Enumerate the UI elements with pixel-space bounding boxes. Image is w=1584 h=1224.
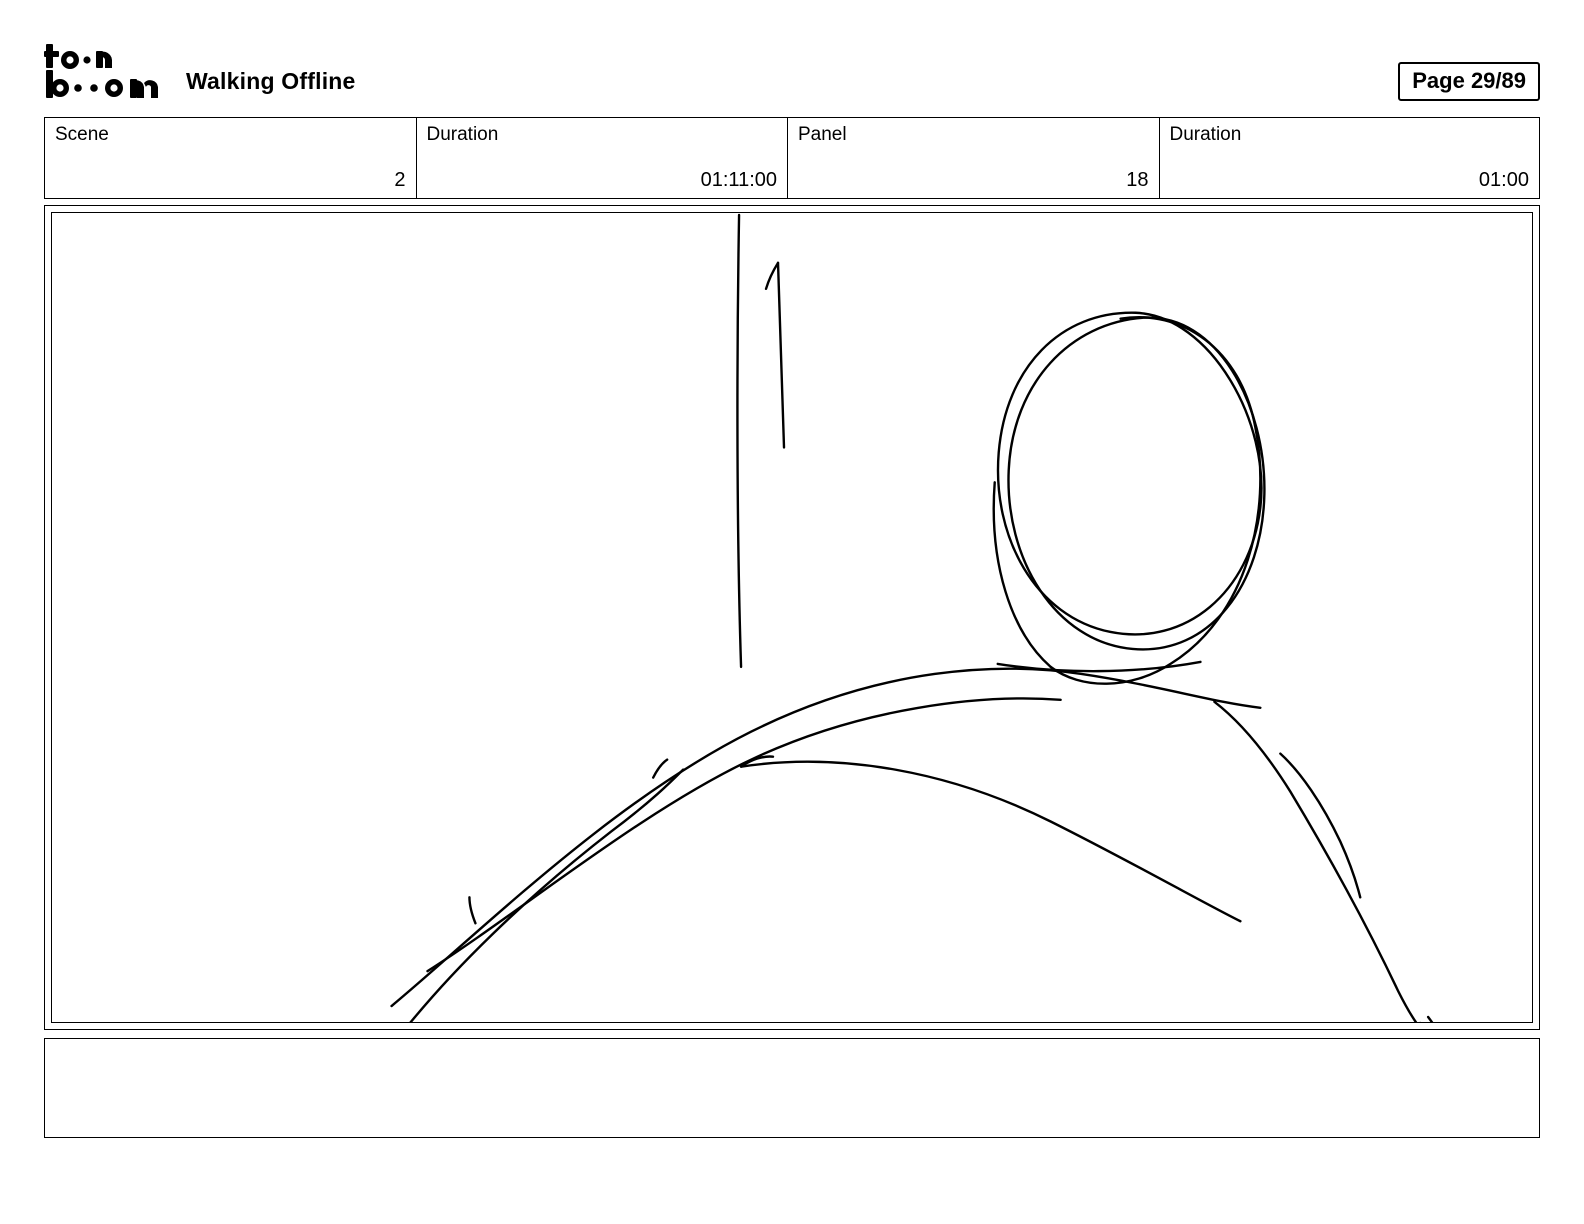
scene-value: 2 — [394, 169, 406, 191]
panel-duration-label: Duration — [1169, 124, 1242, 145]
scene-duration-label: Duration — [426, 124, 499, 145]
scene-duration-value: 01:11:00 — [700, 169, 777, 191]
toon-boom-logo-icon — [44, 42, 172, 100]
scene-cell — [45, 118, 417, 198]
panel-info-table — [44, 117, 1540, 199]
panel-value: 18 — [1126, 169, 1149, 191]
panel-duration-value: 01:00 — [1478, 169, 1529, 191]
panel-duration-cell — [1160, 118, 1539, 198]
page-number-badge: Page 29/89 — [1398, 62, 1540, 101]
scene-duration-cell — [417, 118, 789, 198]
panel-frame — [44, 205, 1540, 1030]
page-title: Walking Offline — [186, 68, 356, 94]
panel-cell — [788, 118, 1160, 198]
page-header — [0, 0, 1584, 112]
panel-label: Panel — [798, 124, 847, 145]
panel-artwork — [51, 212, 1533, 1023]
scene-label: Scene — [55, 124, 109, 145]
panel-notes[interactable] — [44, 1038, 1540, 1138]
